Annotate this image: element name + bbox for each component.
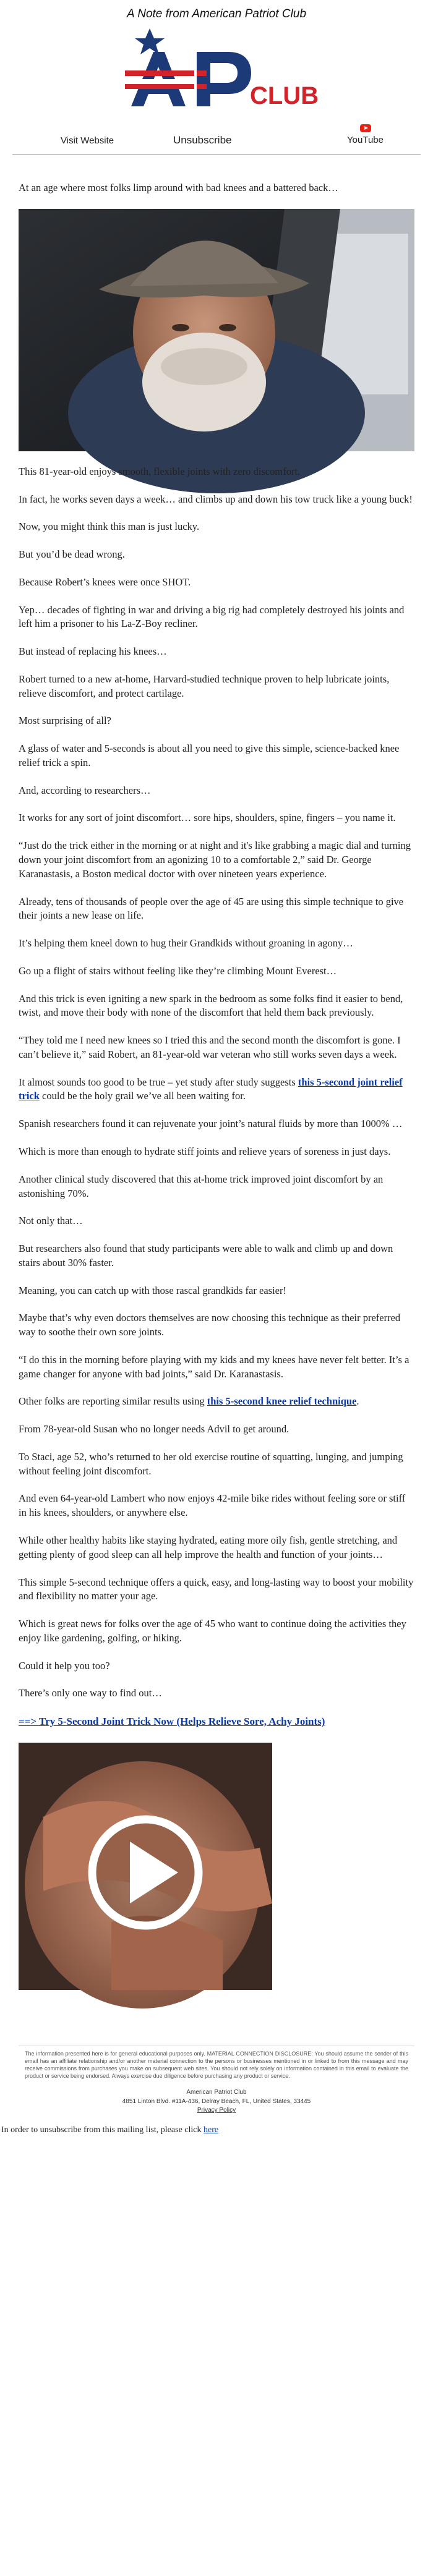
knee-relief-technique-link[interactable]: this 5-second knee relief technique xyxy=(207,1395,357,1408)
footer-org-name: American Patriot Club xyxy=(186,2089,247,2096)
body-paragraph: This 81-year-old enjoys smooth, flexible joints with zero discomfort. xyxy=(19,465,301,477)
unsubscribe-link[interactable]: Unsubscribe xyxy=(173,134,232,146)
youtube-label: YouTube xyxy=(347,135,384,145)
body-paragraph: It works for any sort of joint discomfort… sore hips, shoulders, spine, fingers – you name it. xyxy=(19,812,396,824)
body-paragraph: There’s only one way to find out… xyxy=(19,1687,162,1699)
body-paragraph: Already, tens of thousands of people over the age of 45 are using this simple technique to give their joints a new lease on life. xyxy=(19,895,404,922)
body-paragraph: Another clinical study discovered that this at-home trick improved joint discomfort by an astonishing 70%. xyxy=(19,1173,384,1199)
note-title: A Note from American Patriot Club xyxy=(126,7,307,20)
body-paragraph: From 78-year-old Susan who no longer needs Advil to get around. xyxy=(19,1423,289,1435)
body-paragraph: “I do this in the morning before playing with my kids and my knees have never felt better. It’s a game changer for anyone with bad joints,” said Dr. Karanastasis. xyxy=(19,1353,409,1380)
body-paragraph: Which is more than enough to hydrate stiff joints and relieve years of soreness in just days. xyxy=(19,1145,391,1157)
header-nav xyxy=(12,119,421,155)
body-paragraph: And this trick is even igniting a new spark in the bedroom as some folks find it easier to bend, twist, and move their body with none of the discomfort that held them back previously. xyxy=(19,992,403,1019)
body-paragraph: Spanish researchers found it can rejuvenate your joint’s natural fluids by more than 1000% … xyxy=(19,1118,403,1130)
body-paragraph: To Staci, age 52, who’s returned to her old exercise routine of squatting, lunging, and jumping without feeling joint discomfort. xyxy=(19,1450,403,1477)
body-paragraph-with-link: Other folks are reporting similar results using this 5-second knee relief technique. xyxy=(19,1395,359,1408)
logo-star-icon xyxy=(135,28,165,54)
body-paragraph: Meaning, you can catch up with those rascal grandkids far easier! xyxy=(19,1284,286,1296)
hero-image-old-man-in-truck xyxy=(19,209,414,451)
body-paragraph: At an age where most folks limp around with bad knees and a battered back… xyxy=(19,182,338,193)
body-paragraph: It’s helping them kneel down to hug their Grandkids without groaning in agony… xyxy=(19,937,353,950)
material-connection-disclosure: The information presented here is for general educational purposes only. MATERIAL CONNECTION DISCLOSURE: You should assume the sender of this email has an affiliate relationship and/or another material connection to the persons or businesses mentioned in or linked to from this message and may receive commissions from purchases you make on subsequent web sites. You should not rely solely on information contained in this email to evaluate the product or service being endorsed. Always exercise due diligence before purchasing any product or service. xyxy=(25,2050,408,2079)
body-paragraph: And even 64-year-old Lambert who now enjoys 42-mile bike rides without feeling sore or stiff in his knees, shoulders, or anywhere else. xyxy=(19,1492,406,1519)
body-paragraph: While other healthy habits like staying hydrated, eating more oily fish, gentle stretching, and getting plenty of good sleep can all help improve the health and function of your joints… xyxy=(19,1534,398,1560)
body-paragraph: Go up a flight of stairs without feeling like they’re climbing Mount Everest… xyxy=(19,964,337,977)
body-paragraph: And, according to researchers… xyxy=(19,784,151,796)
body-paragraph: But instead of replacing his knees… xyxy=(19,645,167,658)
footer-contact xyxy=(0,2088,433,2115)
privacy-policy-link[interactable]: Privacy Policy xyxy=(197,2107,236,2114)
footer-unsubscribe: In order to unsubscribe from this mailing list, please click here xyxy=(1,2125,219,2135)
body-paragraph: Now, you might think this man is just lucky. xyxy=(19,521,200,533)
body-paragraph: But you’d be dead wrong. xyxy=(19,548,125,561)
unsubscribe-here-link[interactable]: here xyxy=(203,2125,219,2135)
body-paragraph: “Just do the trick either in the morning or at night and it's like grabbing a magic dial and turning down your joint discomfort from an agonizing 10 to a comfortable 2,” said Dr. George Karanastasis, a Boston medical doctor with over nineteen years experience. xyxy=(19,840,411,880)
email-header xyxy=(0,0,433,117)
youtube-link[interactable] xyxy=(347,124,384,145)
body-paragraph: Maybe that’s why even doctors themselves are now choosing this technique as their preferred way to soothe their own sore joints. xyxy=(19,1312,401,1338)
body-paragraph: Could it help you too? xyxy=(19,1659,110,1672)
try-joint-trick-cta-link[interactable]: ==> Try 5-Second Joint Trick Now (Helps Relieve Sore, Achy Joints) xyxy=(19,1715,325,1728)
joint-relief-trick-link[interactable]: this 5-second joint relief trick xyxy=(19,1076,403,1102)
footer-address: 4851 Linton Blvd. #11A-436, Delray Beach, FL, United States, 33445 xyxy=(122,2098,311,2105)
logo-graphic xyxy=(124,27,319,114)
body-paragraph: In fact, he works seven days a week… and climbs up and down his tow truck like a young buck! xyxy=(19,493,413,505)
body-paragraph: Not only that… xyxy=(19,1215,83,1227)
body-paragraph: Most surprising of all? xyxy=(19,715,111,727)
video-thumbnail-image xyxy=(19,1743,272,1990)
visit-website-link[interactable]: Visit Website xyxy=(61,135,114,146)
email-body xyxy=(19,155,414,1990)
body-paragraph: But researchers also found that study participants were able to walk and climb up and down stairs about 30% faster. xyxy=(19,1243,393,1269)
logo-letter-p xyxy=(197,52,251,106)
body-paragraph: A glass of water and 5-seconds is about all you need to give this simple, science-backed knee relief trick a spin. xyxy=(19,742,400,768)
body-paragraph-with-link: It almost sounds too good to be true – yet study after study suggests this 5-second joint relief trick could be the holy grail we’ve all been waiting for. xyxy=(19,1076,403,1102)
body-paragraph: Because Robert’s knees were once SHOT. xyxy=(19,576,191,588)
body-paragraph: Robert turned to a new at-home, Harvard-studied technique proven to help lubricate joints, relieve discomfort, and protect cartilage. xyxy=(19,673,390,699)
ap-club-logo[interactable] xyxy=(124,27,319,117)
body-paragraph: This simple 5-second technique offers a quick, easy, and long-lasting way to boost your mobility and flexibility no matter your age. xyxy=(19,1576,414,1602)
logo-word-club: CLUB xyxy=(250,82,319,109)
video-thumbnail[interactable] xyxy=(19,1743,272,1990)
body-paragraph: Which is great news for folks over the age of 45 who want to continue doing the activities they enjoy like gardening, golfing, or hiking. xyxy=(19,1618,406,1644)
body-paragraph: Yep… decades of fighting in war and driving a big rig had completely destroyed his joints and left him a prisoner to his La-Z-Boy recliner. xyxy=(19,603,405,630)
youtube-icon xyxy=(360,124,371,132)
body-paragraph: “They told me I need new knees so I tried this and the second month the discomfort is gone. I can’t believe it,” said Robert, an 81-year-old war veteran who still works seven days a week. xyxy=(19,1034,401,1060)
